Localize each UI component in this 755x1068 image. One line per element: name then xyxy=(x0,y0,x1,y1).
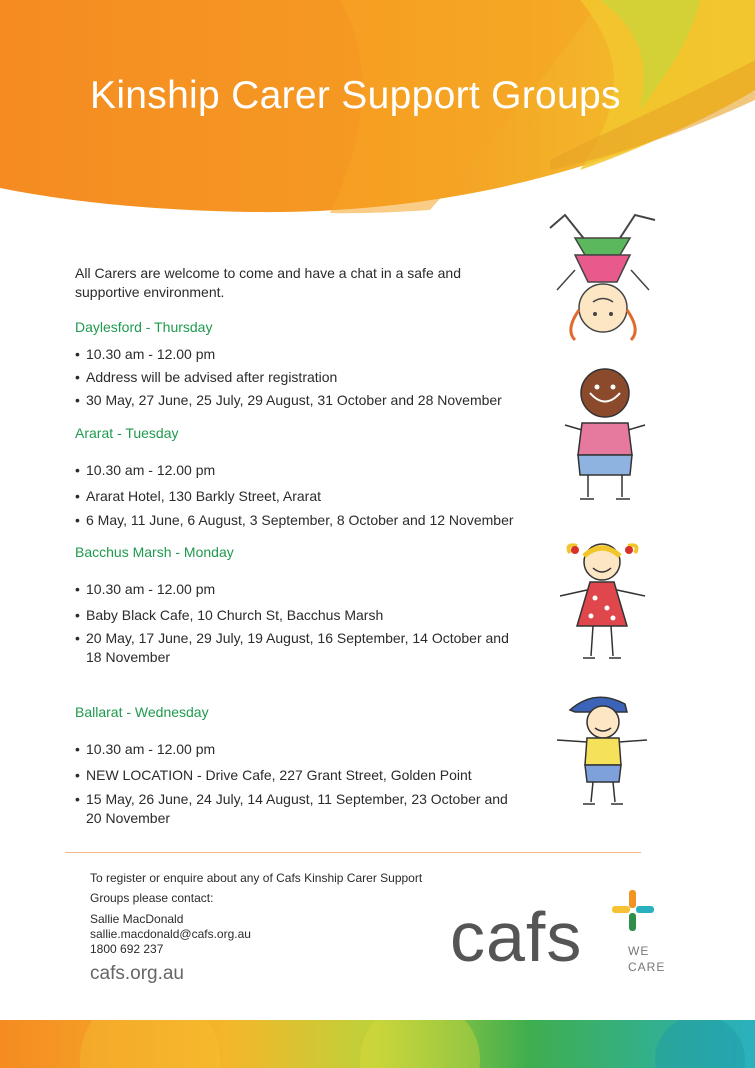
upside-down-kid-illustration xyxy=(545,210,660,350)
group-bacchus-marsh xyxy=(75,544,525,665)
group-heading: Daylesford - Thursday xyxy=(75,319,213,335)
boy-with-cap-illustration xyxy=(555,690,650,808)
logo-tag-we: WE xyxy=(628,944,650,958)
list-item: • Address will be advised after registration xyxy=(75,369,338,385)
group-ballarat xyxy=(75,704,525,826)
cafs-logo xyxy=(450,888,680,988)
list-item: • 15 May, 26 June, 24 July, 14 August, 11 September, 23 October and 20 November xyxy=(75,791,508,826)
contact-line-1: To register or enquire about any of Cafs Kinship Carer Support xyxy=(90,871,423,885)
list-item: • 10.30 am - 12.00 pm xyxy=(75,741,216,757)
group-heading: Ballarat - Wednesday xyxy=(75,704,209,720)
group-daylesford xyxy=(75,319,525,408)
logo-tag-care: CARE xyxy=(628,960,666,974)
contact-line-2: Groups please contact: xyxy=(90,891,214,905)
list-item: • 6 May, 11 June, 6 August, 3 September, 8 October and 12 November xyxy=(75,512,514,528)
contact-email[interactable]: sallie.macdonald@cafs.org.au xyxy=(90,927,251,941)
contact-phone: 1800 692 237 xyxy=(90,942,164,956)
footer-band xyxy=(0,1020,755,1068)
group-ararat xyxy=(75,425,525,528)
logo-cross-icon xyxy=(610,888,660,938)
list-item: • 20 May, 17 June, 29 July, 19 August, 16 September, 14 October and 18 November xyxy=(75,630,509,665)
website-link[interactable]: cafs.org.au xyxy=(90,963,184,984)
group-heading: Ararat - Tuesday xyxy=(75,425,179,441)
intro-text: All Carers are welcome to come and have a chat in a safe and supportive environment. xyxy=(75,265,461,300)
list-item: • 30 May, 27 June, 25 July, 29 August, 31 October and 28 November xyxy=(75,392,502,408)
list-item: • NEW LOCATION - Drive Cafe, 227 Grant Street, Golden Point xyxy=(75,767,472,783)
page-title: Kinship Carer Support Groups xyxy=(90,74,621,117)
smiling-boy-illustration xyxy=(560,365,650,505)
contact-name: Sallie MacDonald xyxy=(90,912,184,926)
section-divider xyxy=(65,852,641,853)
list-item: • Baby Black Cafe, 10 Church St, Bacchus Marsh xyxy=(75,607,384,623)
list-item: • 10.30 am - 12.00 pm xyxy=(75,581,216,597)
list-item: • Ararat Hotel, 130 Barkly Street, Ararat xyxy=(75,488,321,504)
group-heading: Bacchus Marsh - Monday xyxy=(75,544,234,560)
list-item: • 10.30 am - 12.00 pm xyxy=(75,462,216,478)
logo-wordmark: cafs xyxy=(450,898,583,976)
list-item: • 10.30 am - 12.00 pm xyxy=(75,346,216,362)
girl-in-dress-illustration xyxy=(555,538,650,663)
